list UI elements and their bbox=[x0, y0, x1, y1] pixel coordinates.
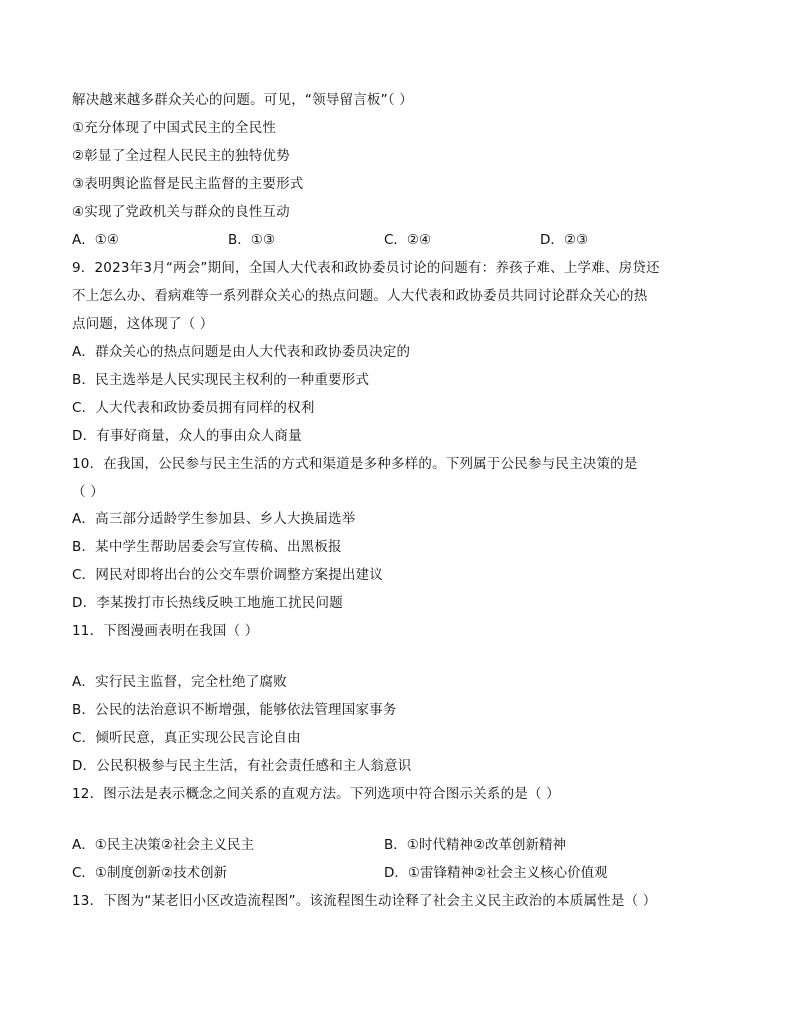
q12-option-b: B．①时代精神②改革创新精神 bbox=[384, 837, 566, 853]
q8-statement-2: ②彰显了全过程人民民主的独特优势 bbox=[72, 148, 290, 164]
q8-statement-4: ④实现了党政机关与群众的良性互动 bbox=[72, 204, 290, 220]
q10-stem-line-2: （ ） bbox=[72, 484, 104, 500]
q12-option-d: D．①雷锋精神②社会主义核心价值观 bbox=[384, 865, 608, 881]
q8-option-a: A．①④ bbox=[72, 232, 119, 248]
q11-option-c: C．倾听民意，真正实现公民言论自由 bbox=[72, 730, 301, 746]
q11-option-a: A．实行民主监督，完全杜绝了腐败 bbox=[72, 674, 287, 690]
q8-option-d: D．②③ bbox=[540, 232, 589, 248]
q8-option-c: C．②④ bbox=[384, 232, 432, 248]
q10-option-c: C．网民对即将出台的公交车票价调整方案提出建议 bbox=[72, 567, 384, 583]
q12-option-c: C．①制度创新②技术创新 bbox=[72, 865, 228, 881]
q11-option-b: B．公民的法治意识不断增强，能够依法管理国家事务 bbox=[72, 702, 397, 718]
q10-option-b: B．某中学生帮助居委会写宣传稿、出黑板报 bbox=[72, 539, 342, 555]
q10-option-a: A．高三部分适龄学生参加县、乡人大换届选举 bbox=[72, 511, 356, 527]
q9-stem-line-3: 点问题，这体现了（ ） bbox=[72, 316, 214, 332]
q12-stem: 12．图示法是表示概念之间关系的直观方法。下列选项中符合图示关系的是（ ） bbox=[72, 786, 560, 802]
q8-option-b: B．①③ bbox=[228, 232, 275, 248]
q11-option-d: D．公民积极参与民主生活，有社会责任感和主人翁意识 bbox=[72, 758, 412, 774]
q8-statement-3: ③表明舆论监督是民主监督的主要形式 bbox=[72, 176, 304, 192]
q9-option-d: D．有事好商量，众人的事由众人商量 bbox=[72, 428, 302, 444]
q9-stem-line-2: 不上怎么办、看病难等一系列群众关心的热点问题。人大代表和政协委员共同讨论群众关心的热 bbox=[72, 288, 648, 304]
q9-option-c: C．人大代表和政协委员拥有同样的权利 bbox=[72, 400, 315, 416]
q11-stem: 11．下图漫画表明在我国（ ） bbox=[72, 623, 259, 639]
q10-option-d: D．李某拨打市长热线反映工地施工扰民问题 bbox=[72, 595, 343, 611]
q8-stem-end: 解决越来越多群众关心的问题。可见，“领导留言板”（ ） bbox=[72, 92, 413, 108]
q9-stem-line-1: 9．2023年3月“两会”期间，全国人大代表和政协委员讨论的问题有：养孩子难、上学难、房贷还 bbox=[72, 260, 660, 276]
q13-stem: 13．下图为“某老旧小区改造流程图”。该流程图生动诠释了社会主义民主政治的本质属性是（ ） bbox=[72, 893, 657, 909]
q12-option-a: A．①民主决策②社会主义民主 bbox=[72, 837, 254, 853]
q10-stem-line-1: 10．在我国，公民参与民主生活的方式和渠道是多种多样的。下列属于公民参与民主决策的是 bbox=[72, 456, 638, 472]
q8-statement-1: ①充分体现了中国式民主的全民性 bbox=[72, 120, 277, 136]
q9-option-b: B．民主选举是人民实现民主权利的一种重要形式 bbox=[72, 372, 370, 388]
q9-option-a: A．群众关心的热点问题是由人大代表和政协委员决定的 bbox=[72, 344, 411, 360]
